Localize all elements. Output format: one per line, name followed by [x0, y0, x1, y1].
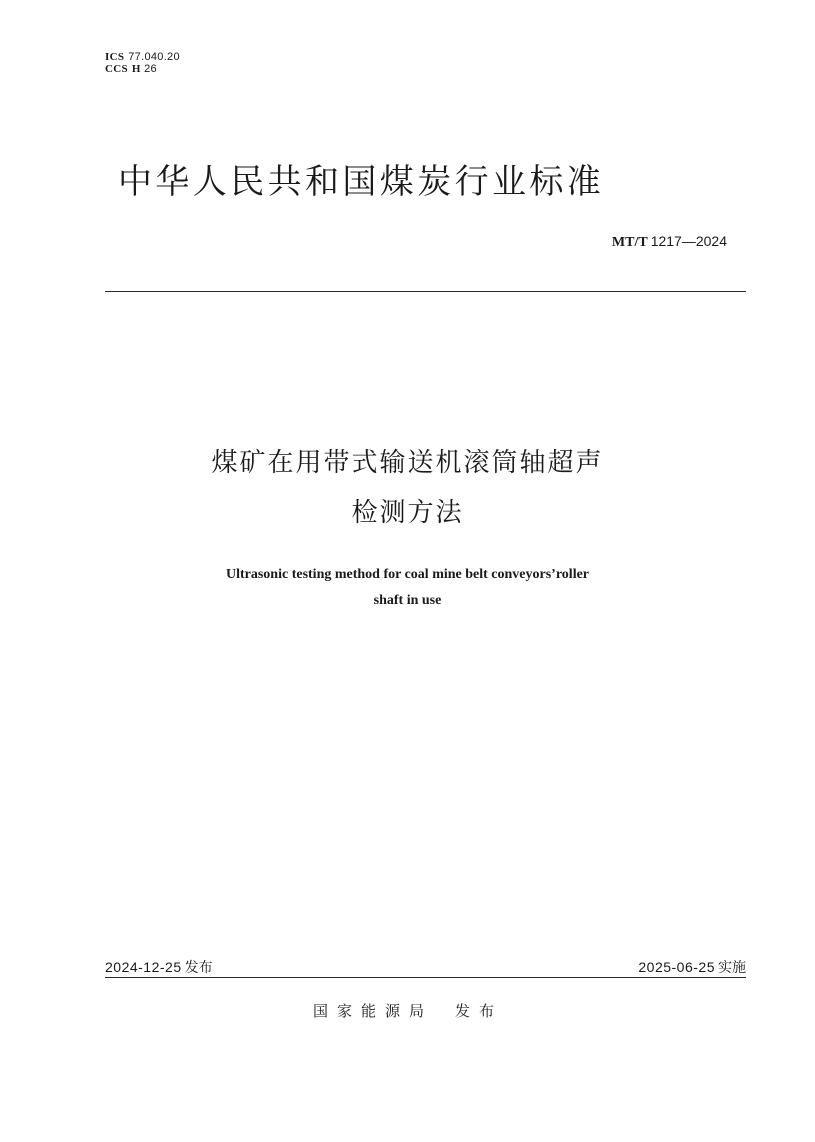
standard-number-value: 1217—2024 [650, 233, 727, 249]
ics-value: 77.040.20 [128, 51, 180, 63]
issue-date-value: 2024-12-25 [105, 959, 182, 975]
ics-classification [105, 51, 180, 63]
standard-number [612, 232, 727, 252]
issuer [313, 1001, 503, 1021]
standard-code: MT/T [611, 235, 648, 250]
english-title-line-1: Ultrasonic testing method for coal mine belt conveyors’roller [225, 567, 590, 582]
implement-date [638, 958, 746, 977]
ccs-number: 26 [144, 63, 157, 75]
issue-date-label: 发布 [184, 960, 213, 976]
implement-date-label: 实施 [718, 960, 746, 976]
header-divider [105, 291, 746, 292]
ics-label: ICS [105, 51, 125, 63]
ccs-letter: H [131, 63, 141, 75]
chinese-title-line-1: 煤矿在用带式输送机滚筒轴超声 [211, 448, 604, 478]
implement-date-value: 2025-06-25 [638, 959, 715, 975]
issue-date [105, 958, 213, 977]
issuer-name: 国家能源局 [313, 1002, 434, 1020]
ccs-classification [105, 63, 157, 75]
standard-type-title: 中华人民共和国煤炭行业标准 [118, 162, 605, 202]
english-title-line-2: shaft in use [373, 593, 442, 608]
chinese-title-line-2: 检测方法 [351, 498, 464, 528]
issuer-action: 发布 [455, 1002, 504, 1020]
ccs-label: CCS [105, 63, 128, 75]
footer-divider [105, 977, 746, 978]
